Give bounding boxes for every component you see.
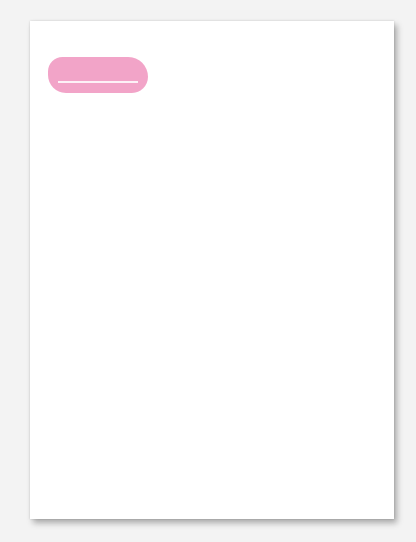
brand-logo	[48, 57, 148, 93]
book-page	[30, 21, 394, 519]
logo-underline	[58, 81, 138, 83]
